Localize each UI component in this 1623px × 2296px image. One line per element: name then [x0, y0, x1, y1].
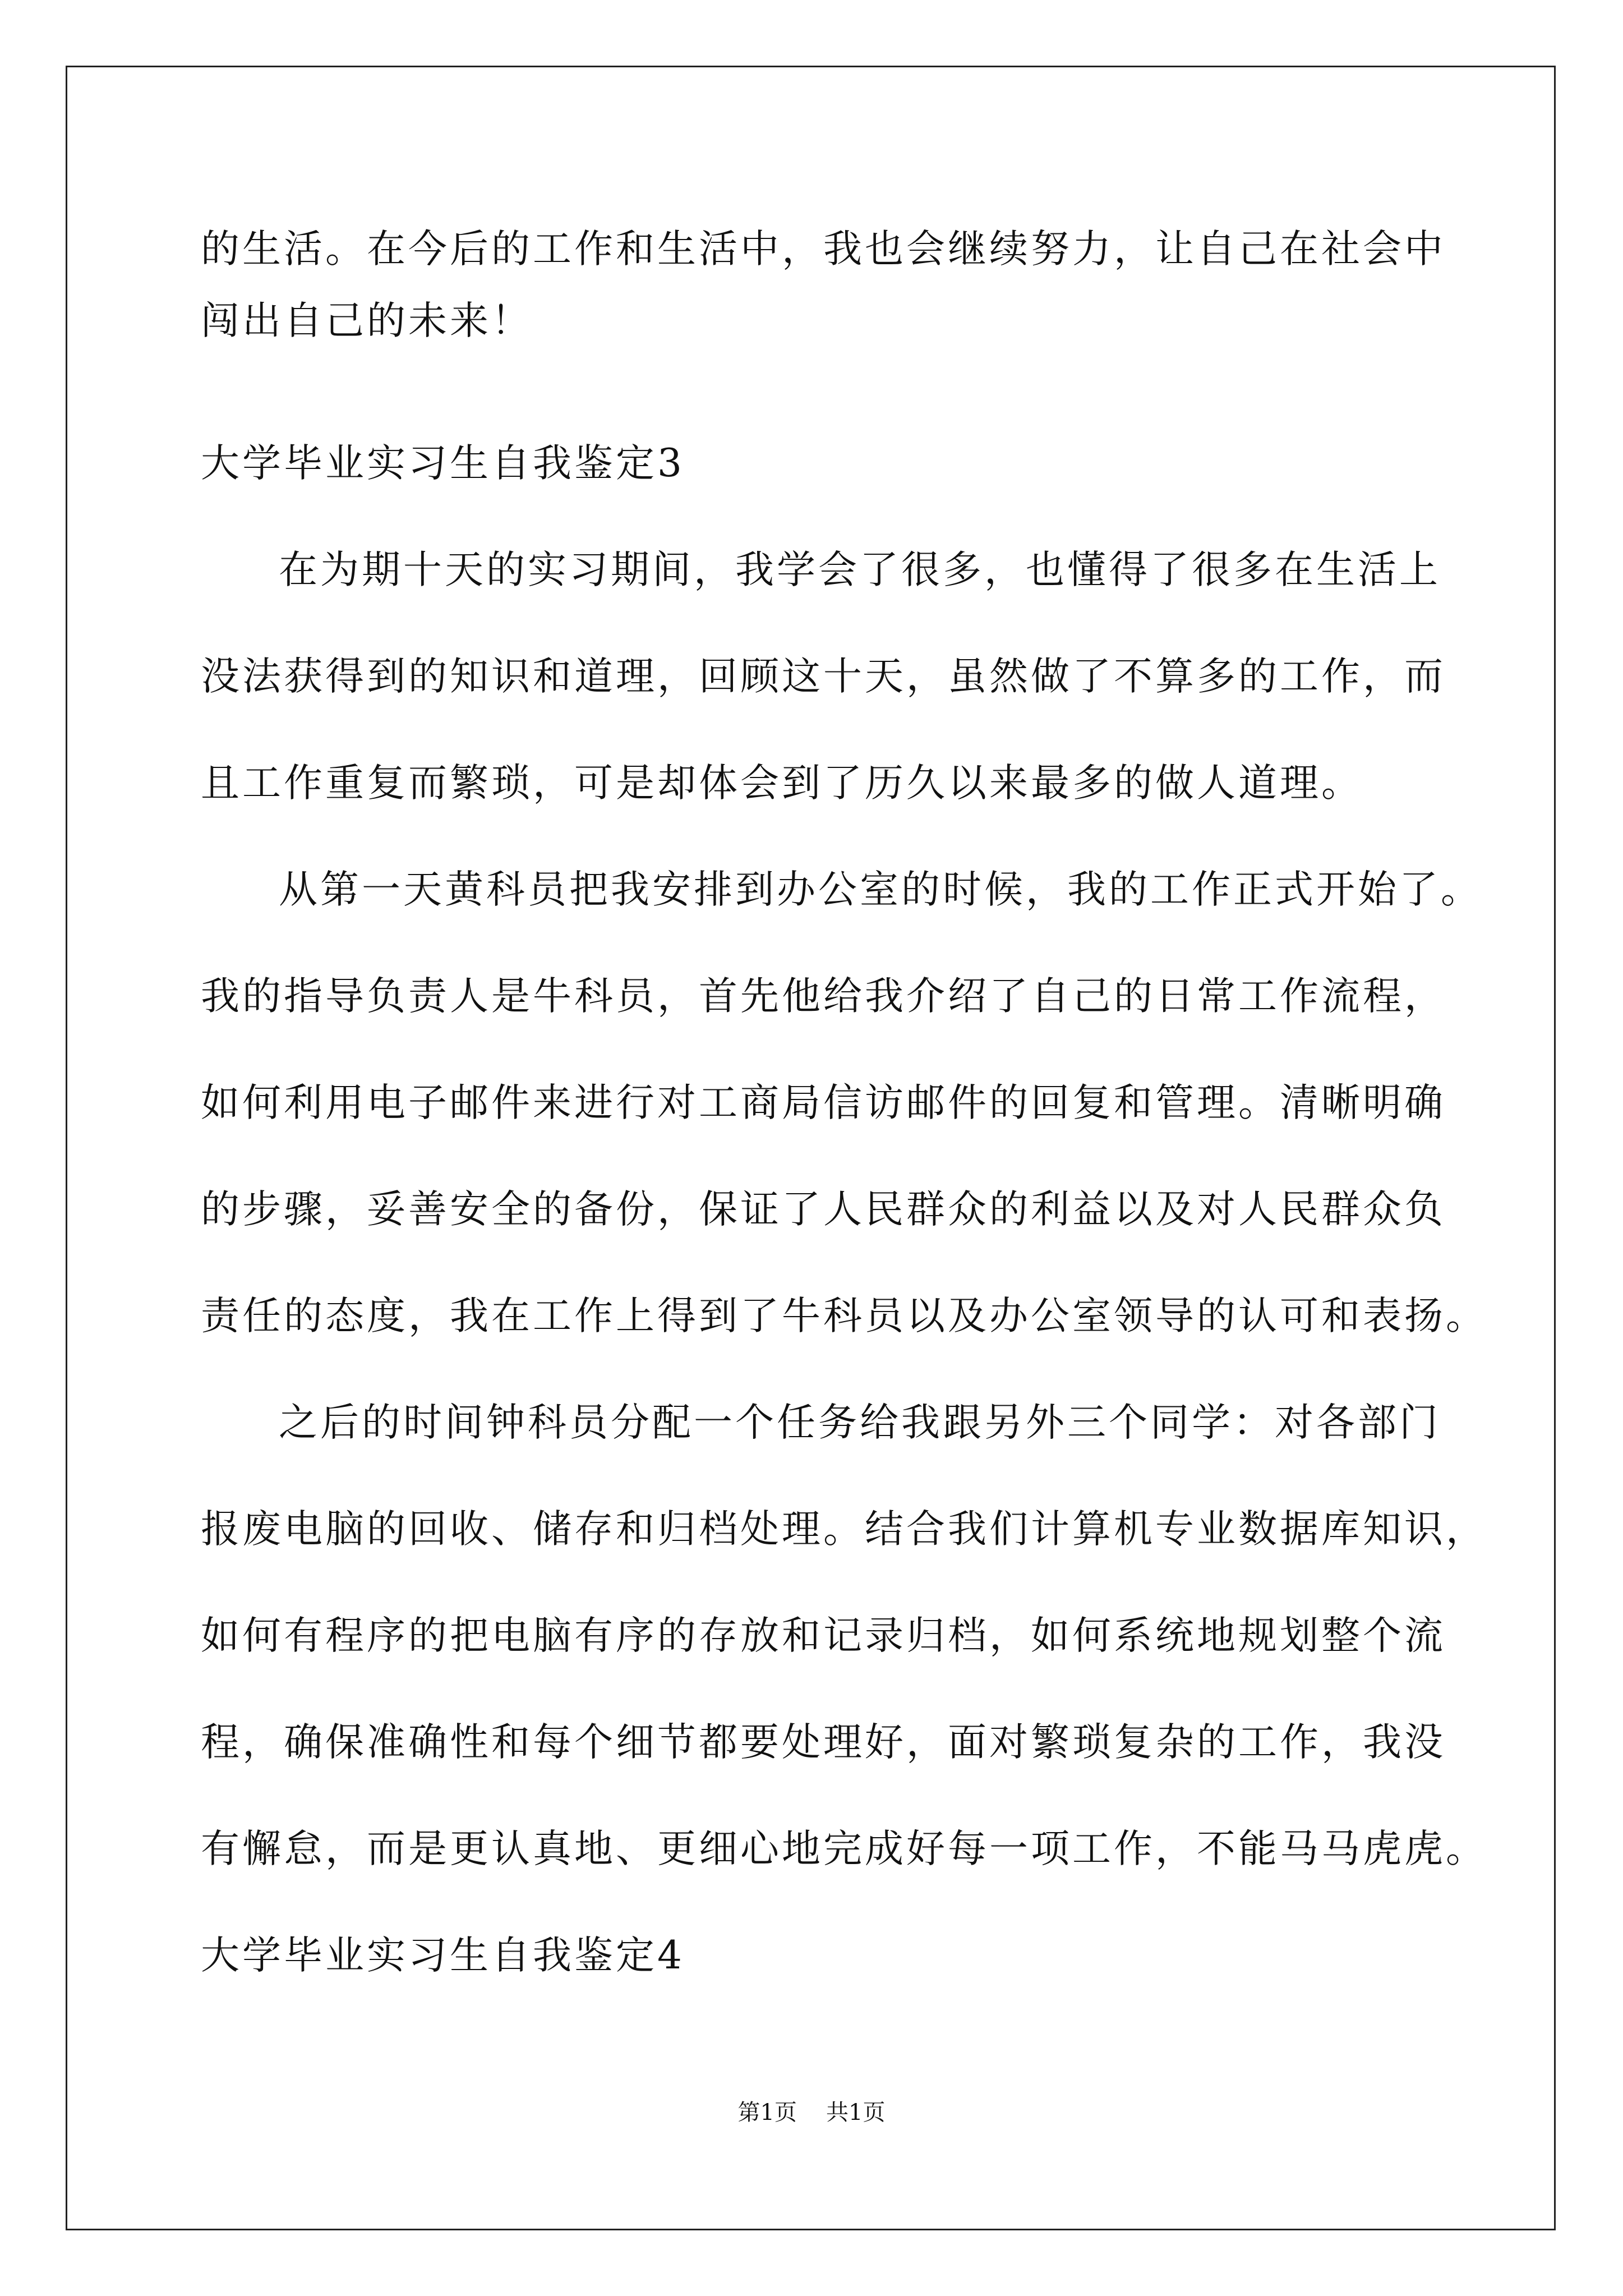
section-heading: 大学毕业实习生自我鉴定4 — [201, 1933, 685, 1978]
paragraph-line: 且工作重复而繁琐，可是却体会到了历久以来最多的做人道理。 — [201, 761, 1363, 806]
paragraph-line: 程，确保准确性和每个细节都要处理好，面对繁琐复杂的工作，我没 — [201, 1720, 1446, 1765]
paragraph-line: 的步骤，妥善安全的备份，保证了人民群众的利益以及对人民群众负 — [201, 1187, 1446, 1232]
paragraph-line: 在为期十天的实习期间，我学会了很多，也懂得了很多在生活上 — [279, 547, 1441, 592]
paragraph-line: 从第一天黄科员把我安排到办公室的时候，我的工作正式开始了。 — [279, 867, 1482, 912]
page-border — [66, 66, 1556, 2230]
paragraph-line: 如何有程序的把电脑有序的存放和记录归档，如何系统地规划整个流 — [201, 1613, 1446, 1658]
paragraph-line: 责任的态度，我在工作上得到了牛科员以及办公室领导的认可和表扬。 — [201, 1294, 1487, 1338]
page-total: 共1页 — [826, 2100, 886, 2125]
paragraph-line: 之后的时间钟科员分配一个任务给我跟另外三个同学：对各部门 — [279, 1400, 1441, 1445]
page-number: 第1页 — [737, 2100, 797, 2125]
paragraph-line: 报废电脑的回收、储存和归档处理。结合我们计算机专业数据库知识， — [201, 1507, 1487, 1552]
section-heading: 大学毕业实习生自我鉴定3 — [201, 441, 685, 486]
paragraph-line: 没法获得到的知识和道理，回顾这十天，虽然做了不算多的工作，而 — [201, 654, 1446, 699]
paragraph-line: 的生活。在今后的工作和生活中，我也会继续努力，让自己在社会中 — [201, 227, 1446, 272]
paragraph-line: 闯出自己的未来！ — [201, 298, 533, 343]
paragraph-line: 有懈怠，而是更认真地、更细心地完成好每一项工作，不能马马虎虎。 — [201, 1826, 1487, 1871]
page-footer — [0, 2101, 1623, 2124]
paragraph-line: 如何利用电子邮件来进行对工商局信访邮件的回复和管理。清晰明确 — [201, 1080, 1446, 1125]
paragraph-line: 我的指导负责人是牛科员，首先他给我介绍了自己的日常工作流程， — [201, 974, 1446, 1019]
